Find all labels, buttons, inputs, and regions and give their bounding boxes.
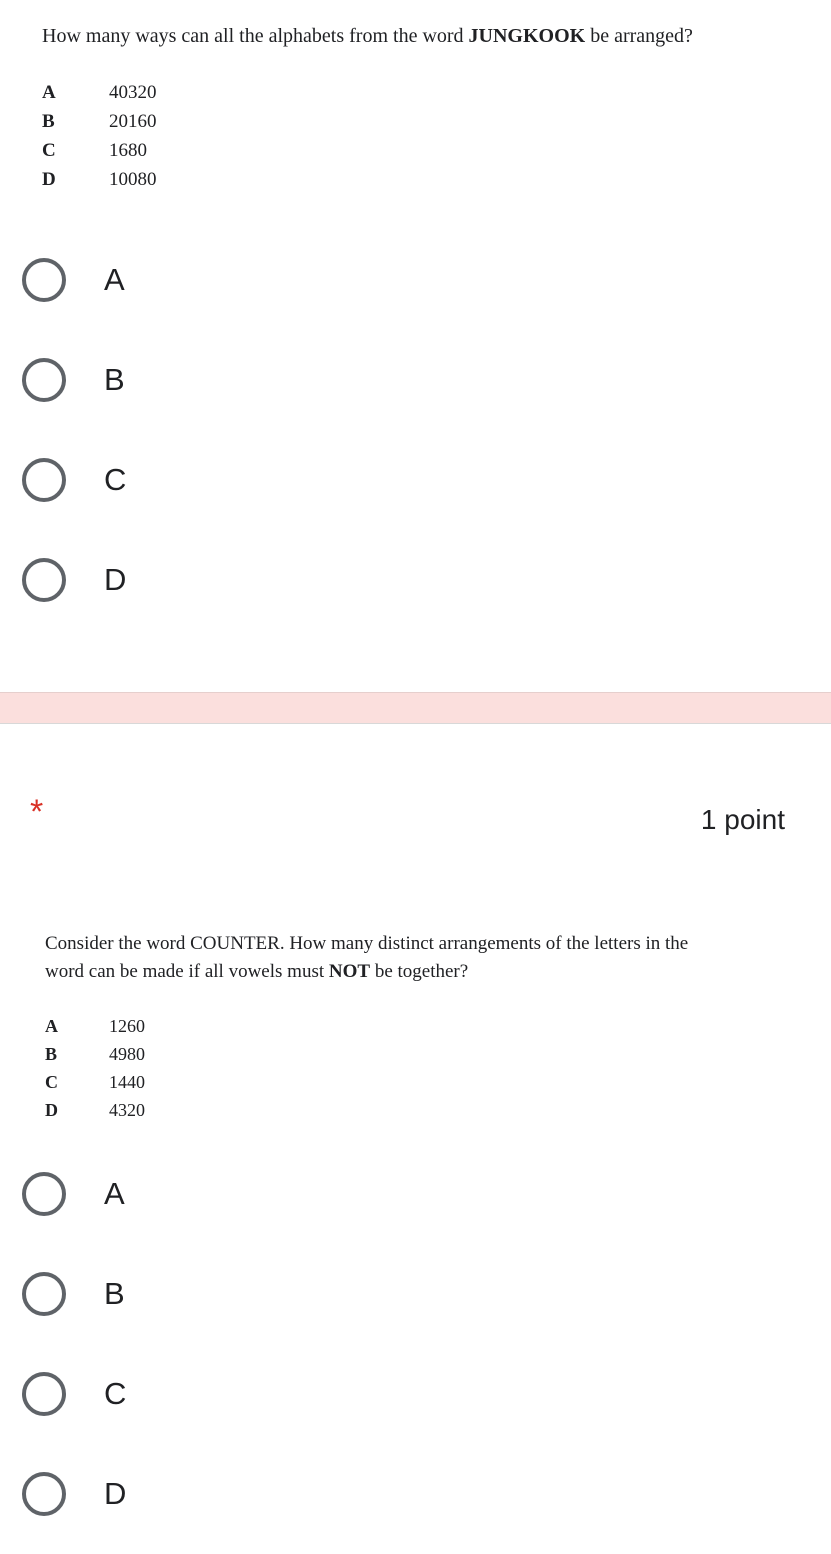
radio-button[interactable] (22, 1172, 66, 1216)
option-letter: A (45, 1016, 58, 1036)
question-2-emphasis: NOT (328, 961, 371, 982)
radio-option-a[interactable] (22, 256, 322, 308)
option-letter: C (45, 1072, 58, 1092)
option-value: 1680 (109, 140, 147, 161)
question-1-text (42, 22, 693, 50)
radio-button[interactable] (22, 358, 66, 402)
option-letter: D (45, 1100, 58, 1120)
option-value: 4320 (109, 1100, 145, 1120)
radio-label: C (104, 462, 127, 497)
option-letter: B (45, 1044, 58, 1064)
question-2-line-2 (45, 958, 688, 986)
option-value: 10080 (109, 169, 157, 190)
question-1-text-end: be arranged? (585, 25, 693, 47)
option-value: 40320 (109, 82, 157, 103)
radio-button[interactable] (22, 1272, 66, 1316)
points-label: 1 point (700, 804, 785, 835)
radio-option-d[interactable] (22, 1470, 322, 1522)
radio-label: D (104, 1476, 127, 1511)
radio-button[interactable] (22, 458, 66, 502)
radio-button[interactable] (22, 1472, 66, 1516)
radio-label: B (104, 362, 125, 397)
option-letter: C (42, 140, 56, 161)
radio-option-d[interactable] (22, 556, 322, 608)
question-2-line-1: Consider the word COUNTER. How many distinct arrangements of the letters in the (45, 933, 689, 954)
option-value: 4980 (109, 1044, 145, 1064)
option-value: 20160 (109, 111, 157, 132)
option-letter: D (42, 169, 56, 190)
radio-option-c[interactable] (22, 1370, 322, 1422)
option-value: 1440 (109, 1072, 145, 1092)
question-2-line-2-start: word can be made if all vowels must (45, 961, 329, 982)
question-1-word: JUNGKOOK (468, 25, 586, 47)
section-divider (0, 692, 831, 724)
radio-option-a[interactable] (22, 1170, 322, 1222)
question-2-line-2-end: be together? (370, 961, 469, 982)
radio-button[interactable] (22, 1372, 66, 1416)
radio-label: A (104, 262, 125, 297)
radio-option-c[interactable] (22, 456, 322, 508)
option-letter: B (42, 111, 55, 132)
option-letter: A (42, 82, 56, 103)
question-2-text (45, 930, 688, 986)
radio-label: D (104, 562, 127, 597)
radio-label: C (104, 1376, 127, 1411)
radio-button[interactable] (22, 558, 66, 602)
radio-option-b[interactable] (22, 1270, 322, 1322)
radio-label: A (104, 1176, 125, 1211)
required-marker: * (30, 793, 44, 831)
question-1-text-start: How many ways can all the alphabets from the word (42, 25, 469, 47)
radio-option-b[interactable] (22, 356, 322, 408)
option-value: 1260 (109, 1016, 145, 1036)
radio-label: B (104, 1276, 125, 1311)
radio-button[interactable] (22, 258, 66, 302)
